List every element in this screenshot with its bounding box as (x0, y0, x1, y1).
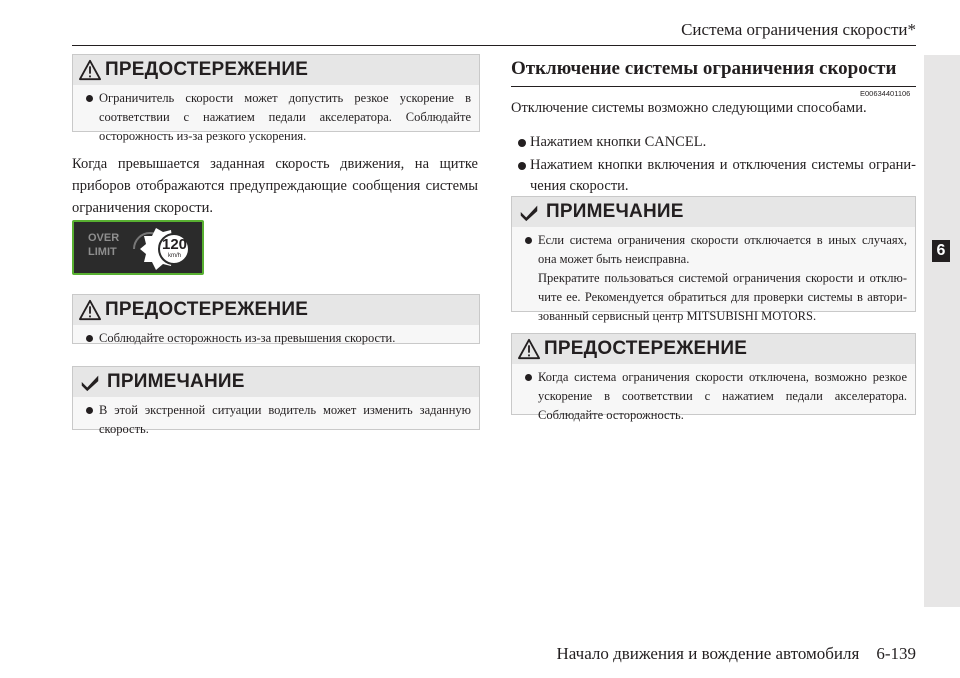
chapter-number: 6 (932, 240, 950, 262)
note-header (512, 197, 915, 227)
warning-box-acceleration (72, 54, 480, 143)
overspeed-display-illustration (72, 220, 204, 275)
section-code: E00634401106 (860, 89, 911, 98)
warning-header (512, 334, 915, 364)
warning-text: Когда система ограничения скорости отключена, возможно резкое ускорение в соответствии с нажатием педали акселератора. Соблюдайте осторожность. (524, 368, 907, 425)
warning-triangle-icon (79, 299, 101, 321)
warning-heading: ПРЕДОСТЕРЕЖЕНИЕ (105, 299, 309, 320)
section-rule (511, 86, 916, 87)
note-text: Если система ограничения скорости отключается в иных случаях, она может быть неисправна. (524, 231, 907, 269)
warning-triangle-icon (79, 59, 101, 81)
list-item: Нажатием кнопки включения и отключения системы ограни-чения скорости. (518, 155, 916, 197)
note-heading: ПРИМЕЧАНИЕ (546, 201, 684, 222)
section-title: Отключение системы ограничения скорости (511, 58, 897, 79)
page-header-title: Система ограничения скорости* (681, 20, 916, 39)
warning-box-disabled (511, 333, 916, 422)
warning-box-overspeed (72, 294, 480, 344)
over-limit-line1: OVER (88, 232, 120, 244)
section-intro: Отключение системы возможно следующими способами. (511, 100, 867, 116)
warning-heading: ПРЕДОСТЕРЕЖЕНИЕ (544, 338, 748, 359)
note-header (73, 367, 479, 397)
warning-header (73, 295, 479, 325)
speed-unit: km/h (168, 253, 182, 259)
header-rule (72, 45, 916, 46)
warning-header (73, 55, 479, 85)
warning-heading: ПРЕДОСТЕРЕЖЕНИЕ (105, 59, 309, 80)
speed-value: 120 (162, 236, 188, 253)
note-check-icon (79, 371, 101, 393)
note-heading: ПРИМЕЧАНИЕ (107, 371, 245, 392)
warning-text: Ограничитель скорости может допустить резкое ускорение в соответствии с нажатием педали акселератора. Соблюдайте осторожность из-за резкого ускорения. (85, 89, 471, 146)
note-box-emergency (72, 366, 480, 436)
warning-triangle-icon (518, 338, 540, 360)
list-item: Нажатием кнопки CANCEL. (518, 132, 916, 153)
over-limit-line2: LIMIT (88, 246, 117, 258)
note-box-malfunction (511, 196, 916, 323)
note-text: В этой экстренной ситуации водитель может изменить заданную скорость. (85, 401, 471, 439)
page-footer: Начало движения и вождение автомобиля 6-139 (556, 644, 916, 663)
disable-methods-list (518, 132, 916, 199)
warning-text: Соблюдайте осторожность из-за превышения скорости. (85, 329, 471, 348)
chapter-side-tab (924, 55, 960, 607)
note-extra-text: Прекратите пользоваться системой ограничения скорости и отклю-чите ее. Рекомендуется обратиться для проверки системы в автори-зованный сервисный центр MITSUBISHI MOTORS. (538, 271, 907, 323)
body-paragraph: Когда превышается заданная скорость движения, на щитке приборов отображаются предупреждающие сообщения системы ограничения скорости. (72, 156, 478, 216)
note-check-icon (518, 201, 540, 223)
